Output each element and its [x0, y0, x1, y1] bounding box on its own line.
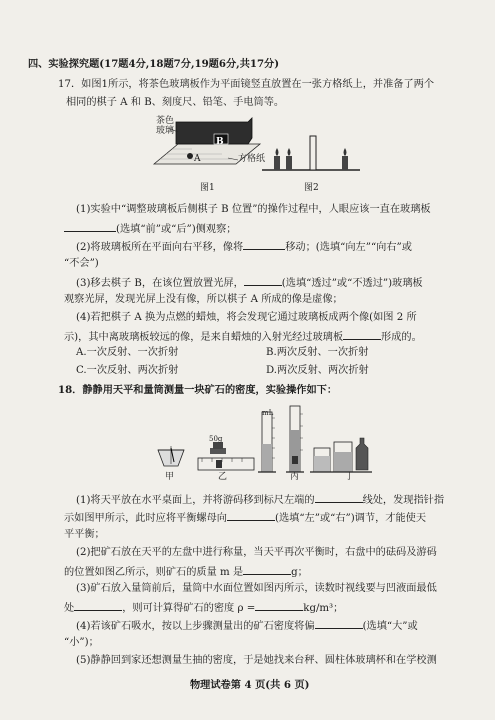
glass-plate-edge: [310, 136, 316, 170]
answer-blank[interactable]: [64, 221, 116, 232]
q18-part4-line1: (4)若该矿石吸水，按以上步骤测量出的矿石密度将偏 (选填“大”或: [76, 618, 495, 634]
q17-part3-line2: 观察光屏，发现光屏上没有像，所以棋子 A 所成的像是虚像；: [64, 294, 343, 305]
fig1-caption: 图1: [200, 183, 215, 193]
answer-blank[interactable]: [343, 329, 381, 340]
figure-2-candles: [260, 126, 364, 176]
fig1-label-b: B: [216, 137, 224, 147]
fig-bing-unit-label: mL: [262, 409, 274, 417]
fig-jia-caption: 甲: [165, 472, 175, 482]
q18-part3-line1: (3)矿石放入量筒前后，量筒中水面位置如图丙所示，读数时视线要与凹液面最低: [76, 583, 437, 594]
q18-part5-line1: (5)静静回到家还想测量生抽的密度，于是她找来台秤、圆柱体玻璃杯和在学校测: [76, 655, 437, 666]
answer-blank[interactable]: [315, 492, 363, 503]
section-heading: 四、实验探究题(17题4分,18题7分,19题6分,共17分): [28, 58, 280, 70]
image-candle-far: [274, 156, 280, 170]
page-footer: 物理试卷第 4 页(共 6 页): [190, 679, 310, 691]
fig-bing-caption: 丙: [290, 472, 300, 482]
fig-yi-caption: 乙: [218, 472, 228, 482]
q18-part1-line2: 示如图甲所示，此时应将平衡螺母向 (选填“左”或“右”)调节，才能使天: [64, 510, 495, 526]
q18-part2-line1: (2)把矿石放在天平的左盘中进行称量，当天平再次平衡时，右盘中的砝码及游码: [76, 547, 437, 558]
answer-blank[interactable]: [243, 239, 285, 250]
piece-a-shape: [187, 153, 193, 159]
q18-part4-line2: “小”)；: [64, 637, 99, 648]
figure-jia-pointer: [158, 446, 184, 466]
q17-option-c[interactable]: C.一次反射、两次折射: [76, 365, 179, 376]
q18-stem: 18．静静用天平和量筒测量一块矿石的密度，实验操作如下：: [58, 384, 338, 396]
figure-ding-containers: [310, 438, 372, 472]
q17-part3-line1: (3)移去棋子 B，在该位置放置光屏， (选填“透过”或“不透过”)玻璃板: [76, 275, 495, 291]
fig-ding-caption: 丁: [345, 472, 355, 482]
q17-part2-line2: “不会”): [64, 258, 99, 269]
q17-option-b[interactable]: B.两次反射、一次折射: [266, 347, 369, 358]
figure-yi-weights: [198, 442, 254, 470]
fig-yi-weight-label: 50g: [209, 435, 223, 443]
q17-part4-line2: 示)，其中离玻璃板较远的像，是来自蜡烛的入射光经过玻璃板 形成的。: [64, 329, 495, 345]
answer-blank[interactable]: [315, 618, 363, 629]
q17-stem-line1: 17．如图1所示，将茶色玻璃板作为平面镜竖直放置在一张方格纸上，并准备了两个: [58, 79, 435, 90]
fig1-label-a: A: [194, 154, 201, 164]
image-candle-near: [286, 156, 292, 170]
q17-part4-line1: (4)若把棋子 A 换为点燃的蜡烛，将会发现它通过玻璃板成两个像(如图 2 所: [76, 312, 417, 323]
answer-blank[interactable]: [243, 564, 291, 575]
q18-part1-line3: 平平衡；: [64, 529, 105, 540]
answer-blank[interactable]: [255, 600, 303, 611]
fig1-label-paper: 方格纸: [238, 154, 266, 164]
q18-part2-line2: 的位置如图乙所示，则矿石的质量 m 是 g；: [64, 564, 495, 580]
answer-blank[interactable]: [227, 510, 275, 521]
q17-option-d[interactable]: D.两次反射、两次折射: [266, 365, 369, 376]
answer-blank[interactable]: [74, 600, 122, 611]
fig2-caption: 图2: [304, 183, 319, 193]
q18-part3-line2: 处 ，则可计算得矿石的密度 ρ = kg/m³；: [64, 600, 495, 616]
q17-stem-line2: 相同的棋子 A 和 B、刻度尺、铅笔、手电筒等。: [66, 97, 285, 108]
q18-part1-line1: (1)将天平放在水平桌面上，并将游码移到标尺左端的 线处，发现指针指: [76, 492, 495, 508]
answer-blank[interactable]: [244, 275, 282, 286]
fig1-label-glass-1: 茶色: [156, 116, 175, 126]
q17-part1-line2: (选填“前”或“后”)侧观察；: [64, 221, 495, 237]
figure-2-drawing: [260, 126, 364, 176]
fig1-label-glass-2: 玻璃: [156, 126, 175, 136]
q17-option-a[interactable]: A.一次反射、一次折射: [76, 347, 179, 358]
q17-part2-line1: (2)将玻璃板所在平面向右平移，像将 移动；(选填“向左”“向右”或: [76, 239, 495, 255]
candle: [342, 156, 348, 170]
q17-part1-line1: (1)实验中“调整玻璃板后侧棋子 B 位置”的操作过程中，人眼应该一直在玻璃板: [76, 204, 431, 215]
